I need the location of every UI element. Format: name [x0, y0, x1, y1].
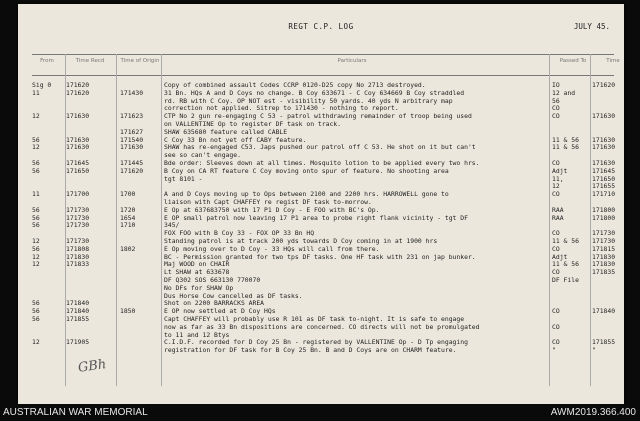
log-row — [32, 277, 614, 285]
time-cell: 171800 — [592, 205, 616, 214]
passed-to-cell: CO — [552, 268, 560, 277]
handwritten-signature: GBh — [77, 357, 108, 376]
particulars-cell: Lt SHAW at 633678 — [164, 268, 230, 277]
time-cell: 171630 — [592, 143, 616, 152]
particulars-cell: E OP now settled at D Coy HQs — [164, 307, 276, 316]
time-recd-cell: 171730 — [66, 205, 90, 214]
particulars-cell: Bde order: Sleeves down at all times. Mosquito lotion to be applied every two hrs. — [164, 158, 480, 167]
passed-to-cell: Adjt — [552, 252, 568, 261]
time-origin-cell: 171630 — [120, 143, 144, 152]
from-cell: 12 — [32, 236, 40, 245]
passed-to-cell: RAA — [552, 213, 564, 222]
time-cell: 171710 — [592, 190, 616, 199]
passed-to-cell: Adjt — [552, 166, 568, 175]
time-recd-cell: 171730 — [66, 221, 90, 230]
passed-to-cell: CO — [552, 322, 560, 331]
column-header — [32, 54, 620, 76]
from-cell: 11 — [32, 190, 40, 199]
particulars-cell: Capt CHAFFEY will probably use R 101 as DF task to-night. It is safe to engage — [164, 314, 465, 323]
from-cell: 12 — [32, 338, 40, 347]
log-date: JULY 45. — [573, 22, 610, 31]
log-row — [32, 285, 614, 293]
time-recd-cell: 171645 — [66, 158, 90, 167]
particulars-cell: 345/ — [164, 221, 180, 230]
from-cell: 56 — [32, 299, 40, 308]
time-cell: 171815 — [592, 244, 616, 253]
particulars-cell: C Coy 33 Bn not yet off CABY feature. — [164, 135, 307, 144]
passed-to-cell: 11 & 56 — [552, 143, 579, 152]
time-recd-cell: 171730 — [66, 236, 90, 245]
passed-to-cell: CO — [552, 307, 560, 316]
time-cell: 171630 — [592, 158, 616, 167]
passed-to-cell: CO — [552, 338, 560, 347]
col-time: Time — [606, 58, 620, 64]
passed-to-cell: CO — [552, 104, 560, 113]
time-recd-cell: 171808 — [66, 244, 90, 253]
time-recd-cell: 171905 — [66, 338, 90, 347]
passed-to-cell: 12 — [552, 182, 560, 191]
time-origin-cell: 1802 — [120, 244, 136, 253]
time-origin-cell: 1700 — [120, 190, 136, 199]
time-recd-cell: 171620 — [66, 88, 90, 97]
particulars-cell: E OP small patrol now leaving 17 P1 area to probe right flank vicinity - tgt DF — [164, 213, 468, 222]
time-recd-cell: 171630 — [66, 112, 90, 121]
particulars-cell: Dus Horse Cow cancelled as DF tasks. — [164, 291, 303, 300]
particulars-cell: Copy of combined assault Codes CCRP 0120-D25 copy No 2713 destroyed. — [164, 81, 426, 89]
particulars-cell: Shot on 2200 BARRACKS AREA — [164, 299, 265, 308]
time-origin-cell: 1710 — [120, 221, 136, 230]
from-cell: 12 — [32, 252, 40, 261]
time-origin-cell: 171430 — [120, 88, 144, 97]
time-recd-cell: 171630 — [66, 143, 90, 152]
particulars-cell: E Op moving over to D Coy - 33 HQs will call from there. — [164, 244, 380, 253]
log-row — [32, 144, 614, 152]
particulars-cell: see so can't engage. — [164, 151, 241, 160]
time-cell: 171840 — [592, 307, 616, 316]
particulars-cell: No DFs for SHAW Op — [164, 283, 234, 292]
particulars-cell: Standing patrol is at track 200 yds towards D Coy coming in at 1900 hrs — [164, 236, 438, 245]
from-cell: 56 — [32, 244, 40, 253]
passed-to-cell: IO — [552, 81, 560, 89]
time-cell: 171830 — [592, 260, 616, 269]
passed-to-cell: DF File — [552, 275, 579, 284]
particulars-cell: B Coy on CA RT feature C Coy moving onto spur of feature. No shooting area — [164, 166, 449, 175]
log-row — [32, 293, 614, 301]
footer-credit: AUSTRALIAN WAR MEMORIAL — [3, 407, 148, 418]
from-cell: 11 — [32, 88, 40, 97]
col-from: From — [40, 58, 54, 64]
passed-to-cell: 56 — [552, 96, 560, 105]
passed-to-cell: CO — [552, 158, 560, 167]
particulars-cell: SHAW 635680 feature called CABLE — [164, 127, 288, 136]
log-title: REGT C.P. LOG — [288, 22, 354, 31]
from-cell: 12 — [32, 112, 40, 121]
from-cell: 56 — [32, 158, 40, 167]
from-cell: Sig 0 — [32, 81, 52, 89]
particulars-cell: E Op at 637683750 with 17 P1 D Coy - E FOO with BC's Op. — [164, 205, 380, 214]
log-row — [32, 347, 614, 355]
time-recd-cell: 171855 — [66, 314, 90, 323]
time-recd-cell: 171830 — [66, 252, 90, 261]
from-cell: 56 — [32, 213, 40, 222]
passed-to-cell: RAA — [552, 205, 564, 214]
particulars-cell: to 11 and 12 Btys — [164, 330, 230, 339]
particulars-cell: tgt 8101 - — [164, 174, 203, 183]
time-recd-cell: 171833 — [66, 260, 90, 269]
col-time-recd: Time Recd — [75, 58, 105, 64]
time-origin-cell: 1850 — [120, 307, 136, 316]
from-cell: 56 — [32, 135, 40, 144]
from-cell: 12 — [32, 143, 40, 152]
particulars-cell: rd. RB with C Coy. OP NOT est - visibility 50 yards. 40 yds N arbitrary map — [164, 96, 453, 105]
from-cell: 56 — [32, 221, 40, 230]
from-cell: 56 — [32, 205, 40, 214]
passed-to-cell: 11 & 56 — [552, 260, 579, 269]
particulars-cell: C.I.D.F. recorded for D Coy 25 Bn - registered by VALLENTINE Op - D Tp engaging — [164, 338, 468, 347]
time-cell: 171835 — [592, 268, 616, 277]
log-row — [32, 176, 614, 184]
particulars-cell: correction not applied. Sitrep to 171430 - nothing to report. — [164, 104, 399, 113]
particulars-cell: Maj WOOD on CHAIR — [164, 260, 230, 269]
from-cell: 56 — [32, 307, 40, 316]
time-recd-cell: 171630 — [66, 135, 90, 144]
passed-to-cell: CO — [552, 190, 560, 199]
passed-to-cell: CO — [552, 112, 560, 121]
passed-to-cell: 11 & 56 — [552, 135, 579, 144]
time-origin-cell: 171445 — [120, 158, 144, 167]
from-cell: 56 — [32, 314, 40, 323]
time-origin-cell: 171620 — [120, 166, 144, 175]
particulars-cell: DF Q302 SOS 663130 770070 — [164, 275, 261, 284]
footer-accession: AWM2019.366.400 — [550, 407, 636, 418]
passed-to-cell: CO — [552, 229, 560, 238]
log-row — [32, 261, 614, 269]
time-origin-cell: 171627 — [120, 127, 144, 136]
particulars-cell: A and D Coys moving up to Ops between 2100 and 2200 hrs. HARROWELL gone to — [164, 190, 449, 199]
col-particulars: Particulars — [337, 58, 367, 64]
time-cell: 171630 — [592, 112, 616, 121]
log-row — [32, 324, 614, 332]
particulars-cell: SHAW has re-engaged C53. Japs pushed our patrol off C 53. He shot on it but can't — [164, 143, 476, 152]
time-cell: 171655 — [592, 182, 616, 191]
col-time-origin: Time of Origin — [120, 58, 160, 64]
log-row — [32, 168, 614, 176]
particulars-cell: 31 Bn. HQs A and D Coys no change. B Coy 633671 - C Coy 634669 B Coy straddled — [164, 88, 465, 97]
time-cell: 171650 — [592, 174, 616, 183]
time-recd-cell: 171840 — [66, 299, 90, 308]
log-sheet — [18, 4, 624, 404]
time-recd-cell: 171730 — [66, 213, 90, 222]
log-row — [32, 269, 614, 277]
time-cell: 171730 — [592, 236, 616, 245]
passed-to-cell: CO — [552, 244, 560, 253]
time-recd-cell: 171620 — [66, 81, 90, 89]
time-origin-cell: 1654 — [120, 213, 136, 222]
footer-bar — [0, 404, 640, 421]
passed-to-cell: 11, — [552, 174, 564, 183]
col-passed-to: Passed To — [559, 58, 587, 64]
time-cell: 171645 — [592, 166, 616, 175]
time-recd-cell: 171650 — [66, 166, 90, 175]
log-entries — [32, 82, 614, 355]
time-recd-cell: 171840 — [66, 307, 90, 316]
particulars-cell: registration for DF task for B Coy 25 Bn. B and D Coys are on CHARM feature. — [164, 346, 457, 355]
time-cell: 171630 — [592, 135, 616, 144]
particulars-cell: on VALLENTINE Op to register DF task on track. — [164, 119, 341, 128]
from-cell: 56 — [32, 166, 40, 175]
particulars-cell: now as far as 33 Bn dispositions are concerned. CO directs will not be promulgated — [164, 322, 480, 331]
time-origin-cell: 171623 — [120, 112, 144, 121]
time-cell: 171800 — [592, 213, 616, 222]
time-cell: 171830 — [592, 252, 616, 261]
time-origin-cell: 1720 — [120, 205, 136, 214]
from-cell: 12 — [32, 260, 40, 269]
passed-to-cell: 12 and — [552, 88, 576, 97]
time-cell: 171620 — [592, 81, 616, 89]
time-cell: 171730 — [592, 229, 616, 238]
time-recd-cell: 171700 — [66, 190, 90, 199]
log-row — [32, 222, 614, 230]
particulars-cell: liaison with Capt CHAFFEY re regist DF task to-morrow. — [164, 197, 372, 206]
log-row — [32, 254, 614, 262]
passed-to-cell: " — [552, 346, 556, 355]
passed-to-cell: 11 & 56 — [552, 236, 579, 245]
time-cell: " — [592, 346, 596, 355]
particulars-cell: BC - Permission granted for two tps DF tasks. One HF task with 231 on jap bunker. — [164, 252, 476, 261]
particulars-cell: CTP No 2 gun re-engaging C 53 - patrol withdrawing remainder of troop being used — [164, 112, 472, 121]
time-cell: 171855 — [592, 338, 616, 347]
particulars-cell: FOX FOO with B Coy 33 - FOX OP 33 Bn HQ — [164, 229, 315, 238]
time-origin-cell: 171540 — [120, 135, 144, 144]
